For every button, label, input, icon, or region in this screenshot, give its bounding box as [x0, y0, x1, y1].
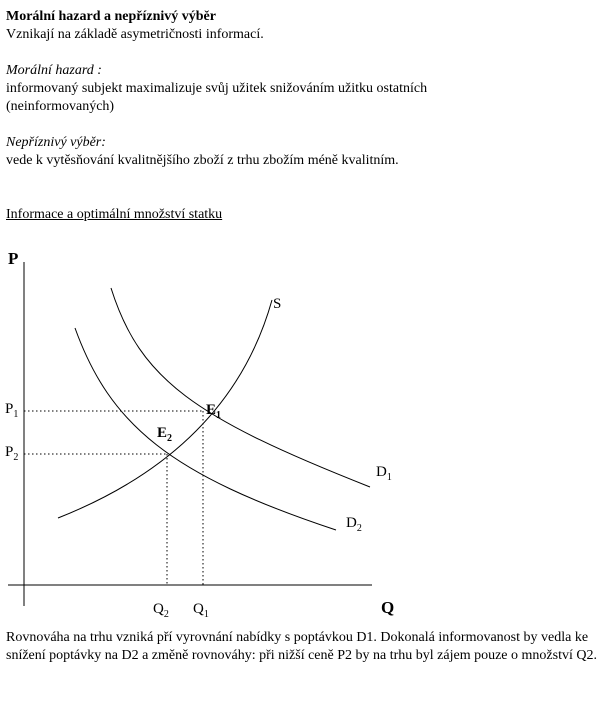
document-title: Morální hazard a nepříznivý výběr [6, 9, 216, 24]
x-axis-label: Q [381, 598, 395, 617]
demand-curve-d1 [111, 288, 370, 487]
moral-hazard-label: Morální hazard : [6, 63, 102, 78]
supply-curve-s [58, 300, 272, 518]
moral-hazard-text-line1: informovaný subjekt maximalizuje svůj užitek snižováním užitku ostatních [6, 81, 428, 96]
y-tick-label-p2: $P_2$ [5, 444, 19, 463]
document-subtitle: Vznikají na základě asymetričnosti informací. [6, 27, 264, 42]
supply-demand-chart [0, 240, 605, 628]
moral-hazard-text-line2: (neinformovaných) [6, 99, 115, 114]
equilibrium-label-e2: $E_2$ [157, 425, 173, 444]
series-label-d2: $D_2$ [346, 515, 362, 534]
document-body [6, 8, 602, 224]
y-tick-label-p1: $P_1$ [5, 401, 19, 420]
adverse-selection-text: vede k vytěsňování kvalitnějšího zboží z trhu zbožím méně kvalitním. [6, 153, 399, 168]
series-label-d1: $D_1$ [376, 464, 392, 483]
demand-curve-d2 [75, 328, 336, 530]
x-tick-label-q2: $Q_2$ [153, 601, 169, 620]
x-tick-label-q1: $Q_1$ [193, 601, 209, 620]
equilibrium-label-e1: $E_1$ [206, 402, 222, 421]
series-label-s: S [273, 296, 282, 312]
section-title: Informace a optimální množství statku [6, 207, 223, 222]
chart-caption: Rovnováha na trhu vzniká pří vyrovnání nabídky s poptávkou D1. Dokonalá informovanost by vedla ke snížení poptávky na D2 a změně rovnováhy: při nižší ceně P2 by na trhu byl zájem pouze o množství Q2. [6, 630, 597, 663]
adverse-selection-label: Nepříznivý výběr: [6, 135, 106, 150]
y-axis-label: P [8, 249, 19, 268]
